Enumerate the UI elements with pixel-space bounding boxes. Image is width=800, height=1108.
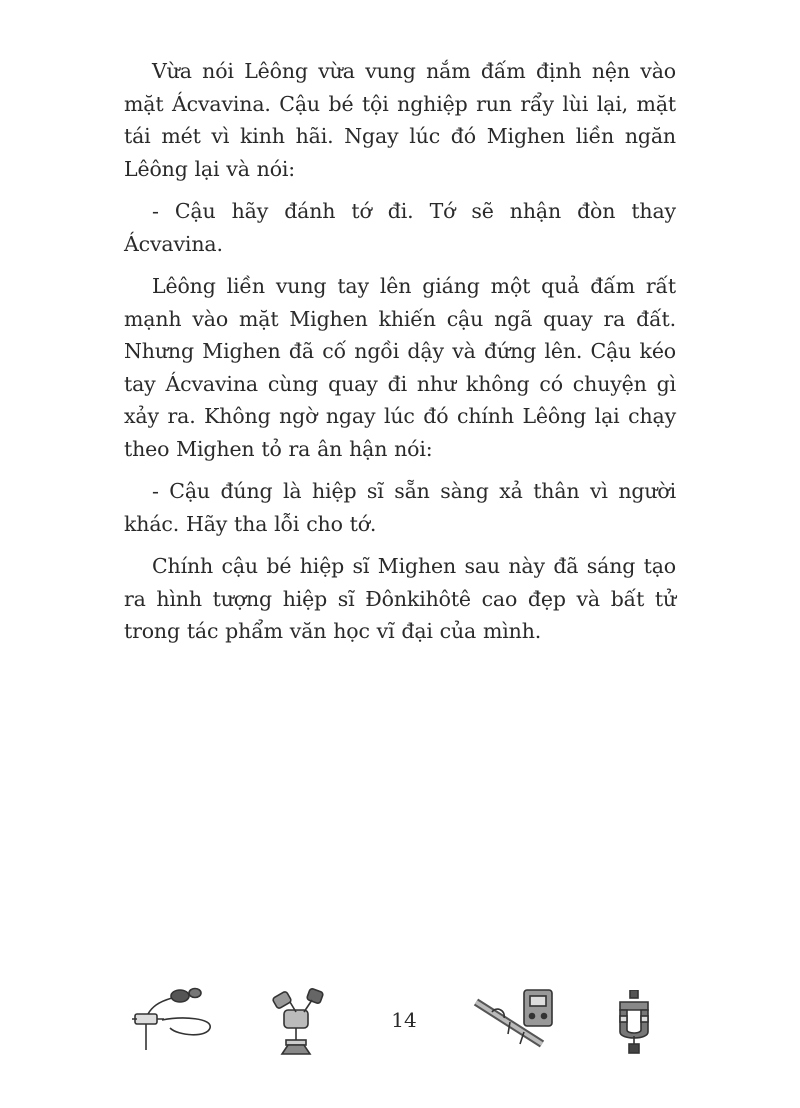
paragraph-3: Lêông liền vung tay lên giáng một quả đấm rất mạnh vào mặt Mighen khiến cậu ngã quay ra đất. Nhưng Mighen đã cố ngồi dậy và đứng lên. Cậu kéo tay Ácvavina cùng quay đi như không có chuyện gì xảy ra. Không ngờ ngay lúc đó chính Lêông lại chạy theo Mighen tỏ ra ân hận nói: — [124, 274, 676, 461]
paragraph-4: - Cậu đúng là hiệp sĩ sẵn sàng xả thân vì người khác. Hãy tha lỗi cho tớ. — [124, 479, 676, 536]
paragraph-2: - Cậu hãy đánh tớ đi. Tớ sẽ nhận đòn thay Ácvavina. — [124, 199, 676, 256]
paragraph-1: Vừa nói Lêông vừa vung nắm đấm định nện vào mặt Ácvavina. Cậu bé tội nghiệp run rẩy lùi lại, mặt tái mét vì kinh hãi. Ngay lúc đó Mighen liền ngăn Lêông lại và nói: — [124, 59, 676, 181]
page-body — [124, 55, 676, 658]
microscope-icon — [270, 984, 330, 1058]
paragraph-5: Chính cậu bé hiệp sĩ Mighen sau này đã sáng tạo ra hình tượng hiệp sĩ Đônkihôtê cao đẹp và bất tử trong tác phẩm văn học vĩ đại của mình. — [124, 554, 676, 643]
telescope-device-icon — [472, 988, 558, 1052]
sphygmomanometer-icon — [128, 982, 220, 1057]
magnet-icon — [614, 990, 654, 1054]
page-number: 14 — [391, 1008, 417, 1032]
